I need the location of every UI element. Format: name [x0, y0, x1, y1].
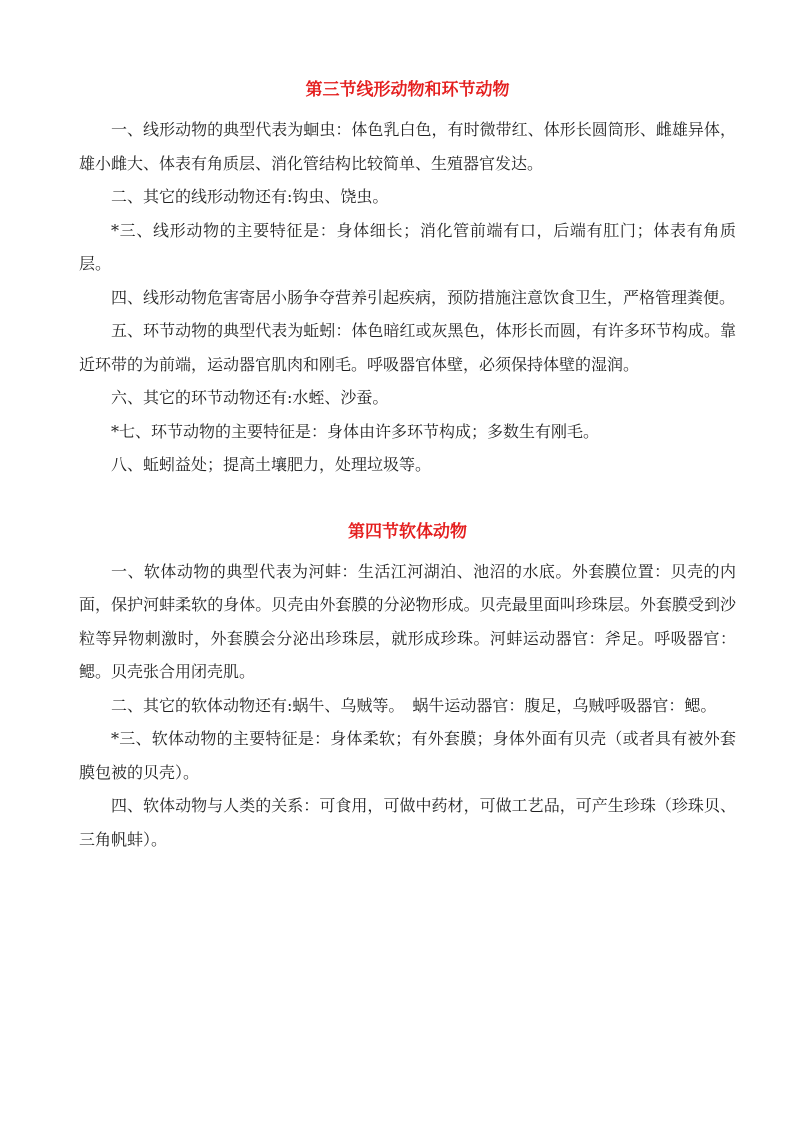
- paragraph: 六、其它的环节动物还有:水蛭、沙蚕。: [111, 388, 389, 407]
- paragraph: 四、软体动物与人类的关系：可食用，可做中药材，可做工艺品，可产生珍珠（珍珠贝、三角帆蚌）。: [79, 796, 736, 849]
- paragraph: 二、其它的软体动物还有:蜗牛、乌贼等。 蜗牛运动器官：腹足，乌贼呼吸器官：鳃。: [111, 695, 717, 715]
- paragraph: *七、环节动物的主要特征是：身体由许多环节构成；多数生有刚毛。: [111, 421, 600, 441]
- section-nematodes-annelids: [79, 0, 736, 482]
- paragraph: 八、蚯蚓益处；提高土壤肥力，处理垃圾等。: [111, 455, 432, 474]
- paragraph: 五、环节动物的典型代表为蚯蚓：体色暗红或灰黑色，体形长而圆，有许多环节构成。靠近环带的为前端，运动器官肌肉和刚毛。呼吸器官体壁，必须保持体壁的湿润。: [79, 321, 736, 374]
- paragraph: 二、其它的线形动物还有:钩虫、饶虫。: [111, 187, 389, 206]
- section-mollusks: [79, 482, 736, 857]
- paragraph: 一、线形动物的典型代表为蛔虫：体色乳白色，有时微带红、体形长圆筒形、雌雄异体，雄小雌大、体表有角质层、消化管结构比较简单、生殖器官发达。: [79, 120, 736, 173]
- paragraph: 一、软体动物的典型代表为河蚌：生活江河湖泊、池沼的水底。外套膜位置：贝壳的内面，保护河蚌柔软的身体。贝壳由外套膜的分泌物形成。贝壳最里面叫珍珠层。外套膜受到沙粒等异物刺激时，外套膜会分泌出珍珠层，就形成珍珠。河蚌运动器官：斧足。呼吸器官：鳃。贝壳张合用闭壳肌。: [79, 561, 736, 681]
- paragraph: 四、线形动物危害寄居小肠争夺营养引起疾病，预防措施注意饮食卫生，严格管理粪便。: [111, 287, 736, 307]
- paragraph: *三、软体动物的主要特征是：身体柔软；有外套膜；身体外面有贝壳（或者具有被外套膜包被的贝壳）。: [79, 729, 736, 782]
- section-title: 第三节线形动物和环节动物: [305, 80, 510, 100]
- section-title: 第四节软体动物: [348, 521, 467, 542]
- paragraph: *三、线形动物的主要特征是：身体细长；消化管前端有口，后端有肛门；体表有角质层。: [79, 220, 736, 273]
